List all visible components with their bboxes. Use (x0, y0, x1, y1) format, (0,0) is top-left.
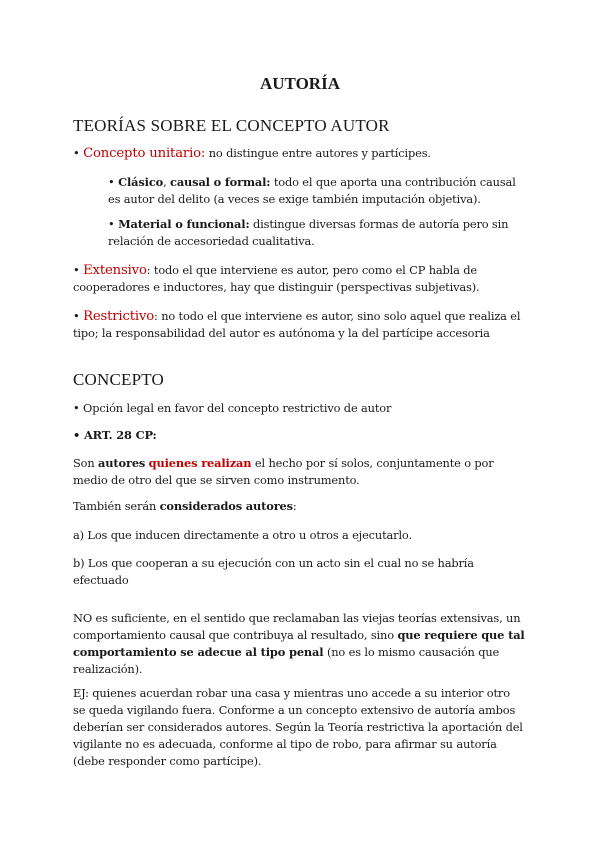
colon: : (266, 175, 271, 189)
term-extensivo: Extensivo (83, 263, 147, 278)
page-title: AUTORÍA (260, 74, 340, 93)
heading-teorias: TEORÍAS SOBRE EL CONCEPTO AUTOR (73, 116, 390, 135)
bullet: • (108, 217, 115, 231)
paragraph-opcion: • Opción legal en favor del concepto restrictivo de autor (73, 401, 392, 415)
paragraph-son (73, 455, 525, 489)
no-es-post: (no es lo mismo causación que realización). (73, 645, 500, 676)
paragraph-unitario (73, 145, 525, 162)
separator: , (163, 175, 167, 189)
paragraph-tambien (73, 498, 525, 515)
paragraph-extensivo (73, 262, 525, 296)
colon: : (245, 217, 250, 231)
son-autores: autores (98, 456, 146, 470)
bullet: • (73, 309, 80, 323)
paragraph-material (108, 216, 524, 250)
paragraph-art28: • ART. 28 CP: (73, 428, 157, 442)
term-clasico: Clásico (118, 175, 164, 189)
son-quienes-realizan: quienes realizan (148, 456, 252, 470)
no-es-pre: NO es suficiente, en el sentido que reclamaban las viejas teorías extensivas, un comportamiento causal que contribuya al resultado, sino (73, 611, 521, 642)
no-es-bold: que requiere que tal comportamiento se adecue al tipo penal (73, 628, 525, 659)
tambien-pre: También serán (73, 499, 157, 513)
tambien-post: : (292, 499, 297, 513)
paragraph-ejemplo: EJ: quienes acuerdan robar una casa y mientras uno accede a su interior otro se queda vigilando fuera. Conforme a un concepto extensivo de autoría ambos deberían ser considerados autores. Según la Teoría restrictiva la aportación del vigilante no es adecuada, conforme al tipo de robo, para afirmar su autoría (debe responder como partícipe). (73, 686, 523, 768)
term-material: Material o funcional (118, 217, 246, 231)
text-extensivo: : todo el que interviene es autor, pero como el CP habla de cooperadores e inductores, hay que distinguir (perspectivas subjetivas). (73, 263, 480, 294)
text-unitario: no distingue entre autores y partícipes. (208, 146, 431, 160)
bullet: • (73, 263, 80, 277)
paragraph-restrictivo (73, 308, 525, 342)
son-post: el hecho por sí solos, conjuntamente o por medio de otro del que se sirven como instrumento. (73, 456, 494, 487)
bullet: • (73, 146, 80, 160)
text-material: distingue diversas formas de autoría pero sin relación de accesoriedad cualitativa. (108, 217, 509, 248)
term-restrictivo: Restrictivo (83, 309, 155, 324)
item-a: a) Los que inducen directamente a otro u otros a ejecutarlo. (73, 528, 412, 542)
bullet: • (108, 175, 115, 189)
text-restrictivo: : no todo el que interviene es autor, sino solo aquel que realiza el tipo; la responsabilidad del autor es autónoma y la del partícipe accesoria (73, 309, 521, 340)
paragraph-no-es (73, 610, 525, 678)
text-clasico: todo el que aporta una contribución causal es autor del delito (a veces se exige también imputación objetiva). (108, 175, 516, 206)
son-pre: Son (73, 456, 95, 470)
heading-concepto: CONCEPTO (73, 370, 165, 389)
term-causal-formal: causal o formal (170, 175, 267, 189)
item-b: b) Los que cooperan a su ejecución con un acto sin el cual no se habría efectuado (73, 556, 474, 587)
tambien-bold: considerados autores (159, 499, 293, 513)
paragraph-clasico (108, 174, 524, 208)
term-unitario: Concepto unitario: (83, 146, 206, 161)
